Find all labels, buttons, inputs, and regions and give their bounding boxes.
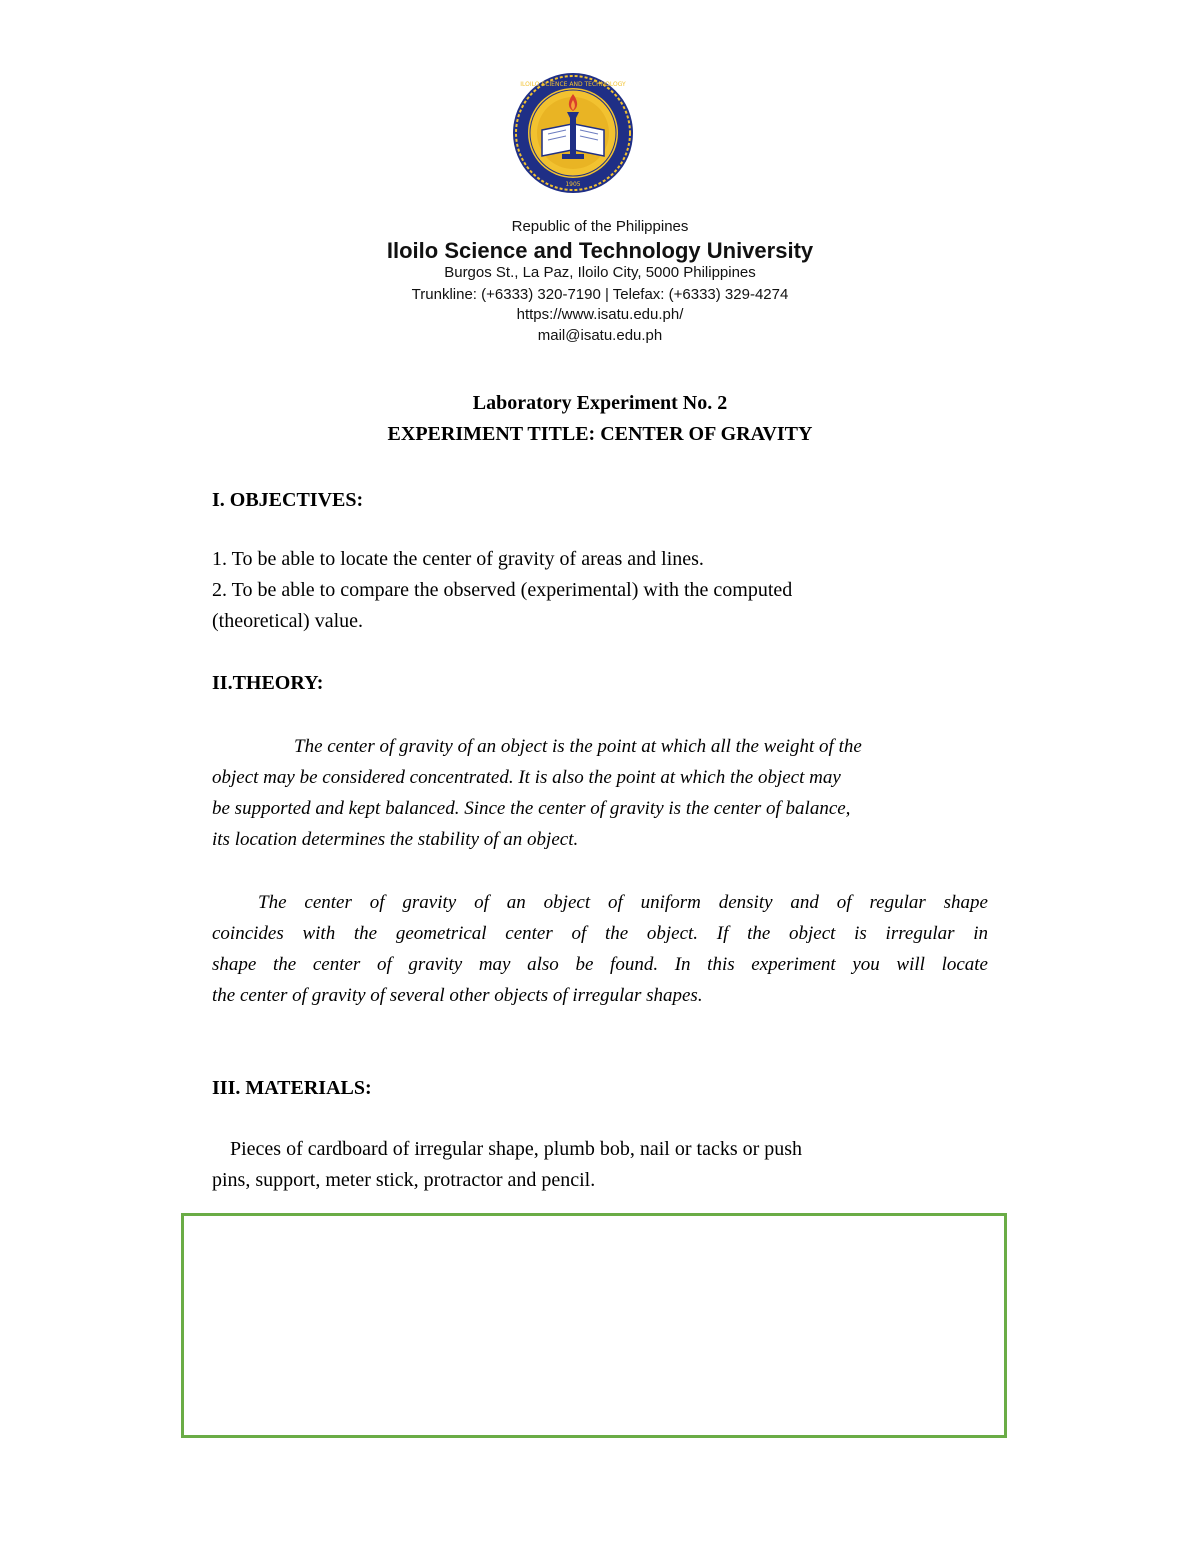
- materials-line: Pieces of cardboard of irregular shape, plumb bob, nail or tacks or push: [230, 1138, 803, 1160]
- university-seal-logo: [512, 72, 634, 194]
- theory-p1-line: its location determines the stability of an object.: [212, 829, 579, 850]
- theory-paragraph-2: [212, 887, 988, 1011]
- theory-p2-line: The center of gravity of an object of uniform density and of regular shape: [258, 892, 988, 913]
- university-website-link[interactable]: https://www.isatu.edu.ph/: [516, 306, 684, 323]
- objective-item-continued: (theoretical) value.: [212, 610, 364, 632]
- theory-p1-line: The center of gravity of an object is the point at which all the weight of the: [294, 736, 862, 757]
- experiment-number: Laboratory Experiment No. 2: [472, 392, 728, 414]
- university-phones: Trunkline: (+6333) 320-7190 | Telefax: (+6333) 329-4274: [411, 286, 789, 303]
- university-email-link[interactable]: mail@isatu.edu.ph: [537, 327, 663, 344]
- empty-answer-box: [181, 1213, 1007, 1438]
- theory-p1-line: be supported and kept balanced. Since the center of gravity is the center of balance,: [212, 798, 851, 819]
- theory-p2-line: shape the center of gravity may also be found. In this experiment you will locate: [212, 954, 988, 975]
- objectives-heading: I. OBJECTIVES:: [212, 489, 364, 511]
- theory-heading: II.THEORY:: [212, 672, 324, 694]
- svg-text:1905: 1905: [565, 181, 581, 188]
- university-name: Iloilo Science and Technology University: [386, 238, 814, 263]
- university-address: Burgos St., La Paz, Iloilo City, 5000 Philippines: [444, 264, 756, 281]
- objective-item: 2. To be able to compare the observed (experimental) with the computed: [212, 579, 793, 601]
- experiment-title: EXPERIMENT TITLE: CENTER OF GRAVITY: [387, 423, 813, 445]
- svg-text:ILOILO SCIENCE AND TECHNOLOGY: ILOILO SCIENCE AND TECHNOLOGY: [520, 81, 626, 88]
- theory-p2-line: the center of gravity of several other objects of irregular shapes.: [212, 985, 703, 1006]
- theory-paragraph-1: [212, 731, 988, 855]
- republic-line: Republic of the Philippines: [511, 218, 689, 235]
- objective-item: 1. To be able to locate the center of gravity of areas and lines.: [212, 548, 704, 570]
- theory-p2-line: coincides with the geometrical center of the object. If the object is irregular in: [212, 923, 988, 944]
- materials-line: pins, support, meter stick, protractor and pencil.: [212, 1169, 596, 1191]
- materials-heading: III. MATERIALS:: [212, 1077, 372, 1099]
- theory-p1-line: object may be considered concentrated. It is also the point at which the object may: [212, 767, 841, 788]
